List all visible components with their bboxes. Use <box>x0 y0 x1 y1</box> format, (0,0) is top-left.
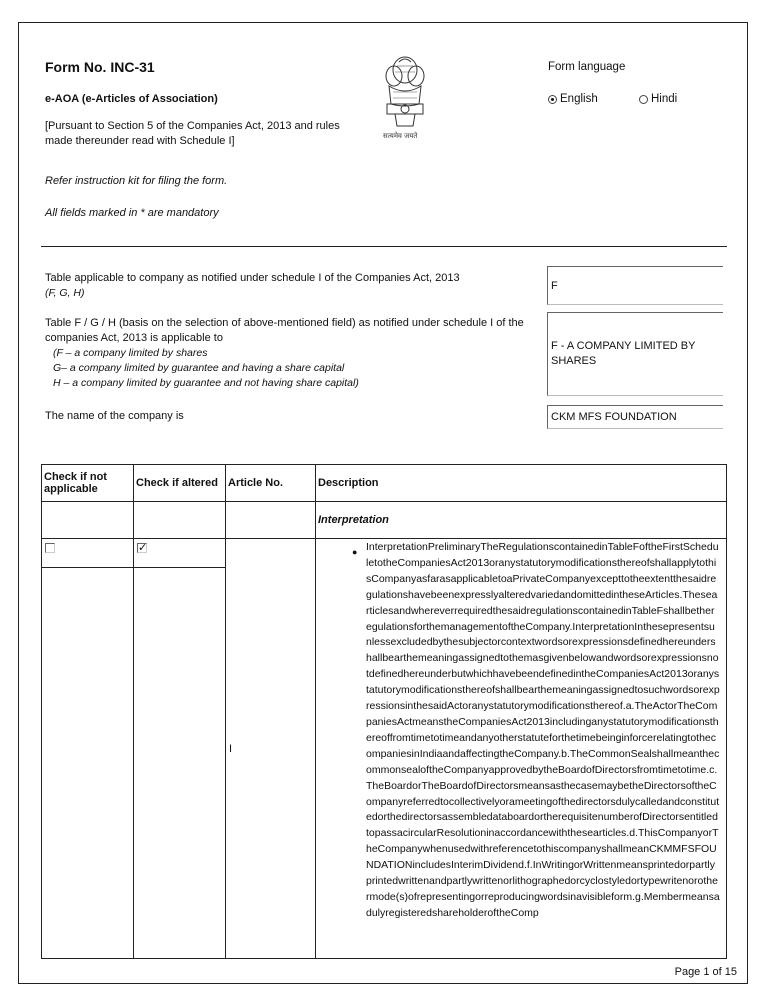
header-article-no: Article No. <box>226 465 316 502</box>
emblem-caption: सत्यमेव जयते <box>383 132 418 140</box>
company-name-field[interactable]: CKM MFS FOUNDATION <box>547 405 723 429</box>
header-altered: Check if altered <box>134 465 226 502</box>
divider <box>41 246 727 247</box>
header-not-applicable: Check if not applicable <box>42 465 134 502</box>
bullet-icon: ● <box>352 547 358 557</box>
table-applicable-question <box>45 271 525 301</box>
emblem-logo <box>375 52 435 146</box>
section-row <box>42 502 727 539</box>
description-cell[interactable] <box>316 539 727 959</box>
table-fgh-question <box>45 316 545 391</box>
section-title: Interpretation <box>316 502 727 539</box>
pursuant-text: [Pursuant to Section 5 of the Companies Act, 2013 and rules made thereunder read with Schedule I] <box>45 120 340 147</box>
language-hindi-option[interactable] <box>639 93 677 105</box>
header-description: Description <box>316 465 727 502</box>
table-row <box>42 539 727 959</box>
article-number: I <box>226 539 316 959</box>
company-name-label: The name of the company is <box>45 410 184 422</box>
altered-checkbox[interactable]: ✓ <box>138 542 148 554</box>
mandatory-note: All fields marked in * are mandatory <box>45 207 219 219</box>
language-hindi-label: Hindi <box>651 93 678 105</box>
table-header-row <box>42 465 727 502</box>
table-applicable-label: Table applicable to company as notified under schedule I of the Companies Act, 2013 <box>45 272 460 284</box>
not-applicable-cell <box>42 539 134 959</box>
form-language-label: Form language <box>548 61 626 73</box>
form-name: e-AOA (e-Articles of Association) <box>45 93 218 105</box>
language-english-option[interactable] <box>548 93 598 105</box>
table-fgh-label: Table F / G / H (basis on the selection of above-mentioned field) as notified under schedule I of the companies Act, 2013 is applicable to <box>45 317 524 344</box>
table-fgh-opt-h: H – a company limited by guarantee and not having share capital) <box>53 377 359 389</box>
description-text: InterpretationPreliminaryTheRegulationscontainedinTableFoftheFirstScheduletotheCompaniesAct2013oranystatutorymodificationsthereofshallapplytothisCompanyasfarasapplicabletoaPrivateCompanyexcepttotheextentthesaidregulationshavebeenexpresslyalteredvariedandomittedintheseArticles.ThesearticlesandwhereverrequiredthesaidregulationscontainedinTableFshallbetheregulationsforthemanagementoftheCompany.InterpretationInthesepresentsunlessexcludedbythesubjectorcontextwordsorexpressionsdefinedhereundershallbearthemeaningassignedtothemasgivenbelowandwordsorexpressionsnotdefinedhereunderbutwhichhavebeendefinedintheCompaniesAct2013oranystatutorymodificationsthereofshallbearthemeaningassignedtosuchwordsorexpressionsinthesaidActoranystatutorymodificationsthereof.a.TheActorTheCompaniesActmeanstheCompaniesAct2013includinganystatutorymodificationsthereoffromtimetotimeandanyotherstatuteforthetimebeinginforcerelatingtothecompaniesinIndiaandaffectingtheCompany.b.TheCommonSealshallmeanthecommonsealoftheCompanyapprovedbytheBoardofDirectorsfromtimetotime.c.TheBoardorTheBoardofDirectorsmeansasthecasemaybetheDirectorsoftheCompanyreferredtocollectivelyorameetingofthedirectorsdulycalledandconstitutedorthedirectorsassembledataboardortherequisitenumberofDirectorsentitledtopassacircularResolutioninaccordancewiththesearticles.d.ThisCompanyorTheCompanywhenusedwithreferencetothiscompanyshallmeanCKMMFSFOUNDATIONincludesInterimDividend.f.InWritingorWrittenmeansprintedorpartlyprintedwrittenandpartlywrittenorlithographedorcyclostyledortypewritenorothermode(s)ofrepresentingorreproducingwordsinavisibleform.g.MembermeansadulyregisteredshareholderoftheComp <box>366 541 720 919</box>
table-fgh-opt-f: (F – a company limited by shares <box>53 347 208 359</box>
table-applicable-sub: (F, G, H) <box>45 287 85 299</box>
articles-table <box>41 464 727 959</box>
instruction-text: Refer instruction kit for filing the form. <box>45 175 228 187</box>
table-fgh-opt-g: G– a company limited by guarantee and having a share capital <box>53 362 345 374</box>
language-english-label: English <box>560 93 598 105</box>
page-number: Page 1 of 15 <box>674 966 737 978</box>
table-applicable-field[interactable]: F <box>547 266 723 305</box>
table-fgh-field[interactable]: F - A COMPANY LIMITED BY SHARES <box>547 312 723 396</box>
radio-unselected-icon[interactable] <box>639 95 648 104</box>
altered-cell <box>134 539 226 959</box>
form-number: Form No. INC-31 <box>45 59 155 75</box>
not-applicable-checkbox[interactable] <box>45 543 55 553</box>
radio-selected-icon[interactable] <box>548 95 557 104</box>
